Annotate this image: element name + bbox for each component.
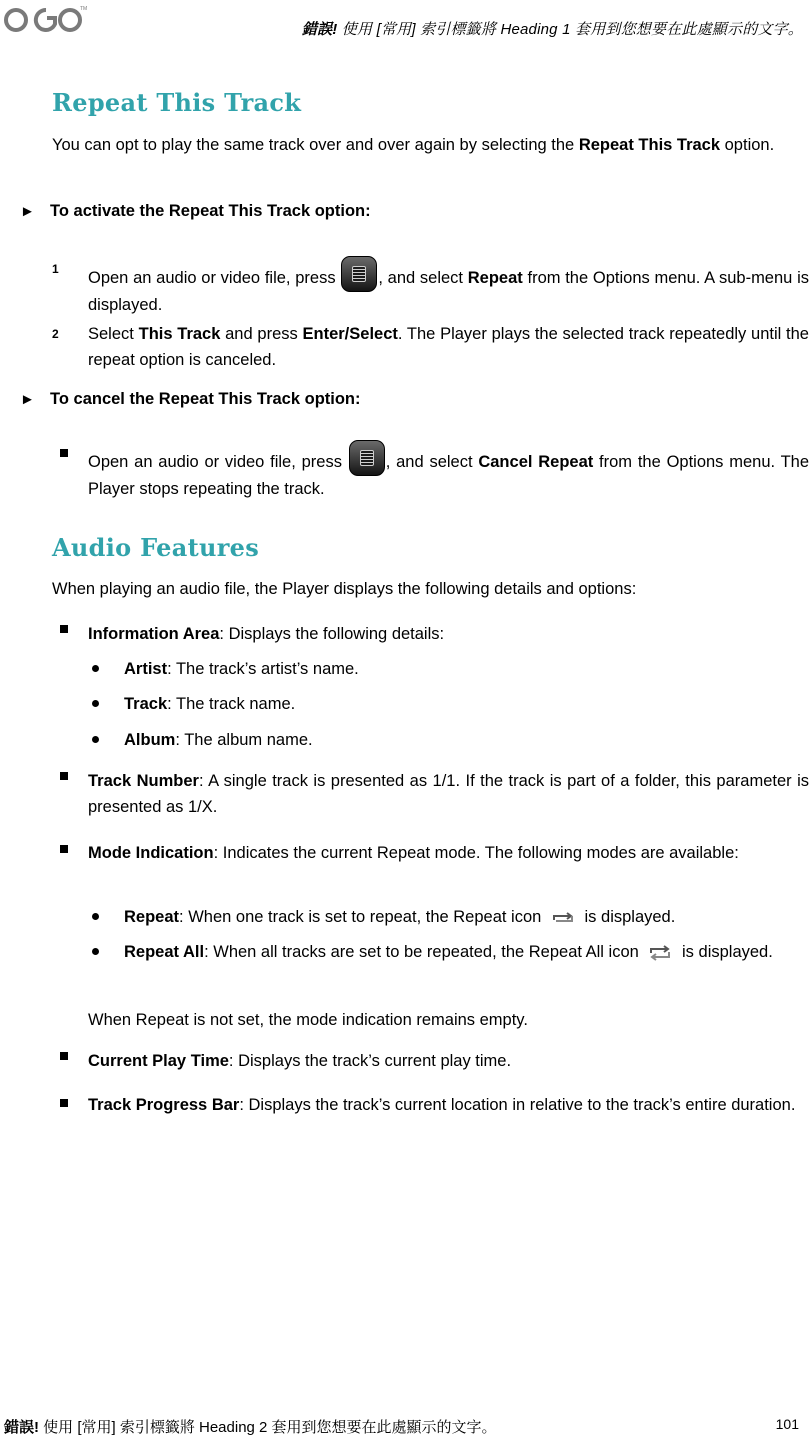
step-2: Select This Track and press Enter/Select. The Player plays the selected track repeatedly until the repeat option is canceled. [88, 325, 809, 369]
ogo-logo [2, 2, 88, 38]
mode-indication-item: Mode Indication: Indicates the current Repeat mode. The following modes are available: [88, 844, 739, 862]
repeat-icon [550, 911, 576, 925]
activate-heading: ► To activate the Repeat This Track option: [20, 202, 371, 220]
info-area-item: Information Area: Displays the following details: [88, 625, 445, 643]
section-title-audio: Audio Features [52, 533, 260, 562]
square-bullet-icon [60, 449, 68, 457]
footer-error: 錯誤! 使用 [常用] 索引標籤將 Heading 2 套用到您想要在此處顯示的文字。 [4, 1419, 497, 1436]
repeat-intro: You can opt to play the same track over and over again by selecting the Repeat This Track option. [52, 136, 775, 154]
progress-bar-item: Track Progress Bar: Displays the track’s current location in relative to the track’s entire duration. [88, 1096, 796, 1114]
info-artist: Artist: The track’s artist’s name. [124, 660, 359, 678]
play-time-item: Current Play Time: Displays the track’s current play time. [88, 1052, 512, 1070]
round-bullet-icon [92, 665, 99, 672]
triangle-right-icon: ► [20, 203, 35, 220]
square-bullet-icon [60, 1052, 68, 1060]
repeat-all-icon [647, 945, 673, 961]
round-bullet-icon [92, 700, 99, 707]
section-title-repeat: Repeat This Track [52, 88, 302, 117]
round-bullet-icon [92, 736, 99, 743]
square-bullet-icon [60, 845, 68, 853]
mode-none-text: When Repeat is not set, the mode indication remains empty. [88, 1011, 528, 1029]
audio-intro: When playing an audio file, the Player displays the following details and options: [52, 580, 637, 598]
trademark-mark: TM [80, 6, 88, 12]
info-album: Album: The album name. [124, 731, 313, 749]
step-number: 1 [52, 262, 59, 276]
triangle-right-icon: ► [20, 391, 35, 408]
menu-button-icon [349, 440, 385, 476]
mode-repeat: Repeat: When one track is set to repeat, the Repeat icon is displayed. [124, 908, 676, 926]
round-bullet-icon [92, 948, 99, 955]
square-bullet-icon [60, 772, 68, 780]
page-number: 101 [775, 1416, 799, 1432]
cancel-heading: ► To cancel the Repeat This Track option: [20, 390, 361, 408]
step-1: Open an audio or video file, press , and select Repeat from the Options menu. A sub-menu is displayed. [88, 256, 809, 318]
step-number: 2 [52, 327, 59, 341]
info-track: Track: The track name. [124, 695, 296, 713]
round-bullet-icon [92, 913, 99, 920]
header-error: 錯誤! 使用 [常用] 索引標籤將 Heading 1 套用到您想要在此處顯示的文字。 [301, 21, 803, 38]
square-bullet-icon [60, 625, 68, 633]
mode-repeat-all: Repeat All: When all tracks are set to be repeated, the Repeat All icon is displayed. [124, 943, 773, 961]
menu-button-icon [341, 256, 377, 292]
cancel-step: Open an audio or video file, press , and select Cancel Repeat from the Options menu. The Player stops repeating the track. [88, 440, 809, 502]
square-bullet-icon [60, 1099, 68, 1107]
track-number-item: Track Number: A single track is presented as 1/1. If the track is part of a folder, this parameter is presented as 1/X. [88, 772, 809, 816]
